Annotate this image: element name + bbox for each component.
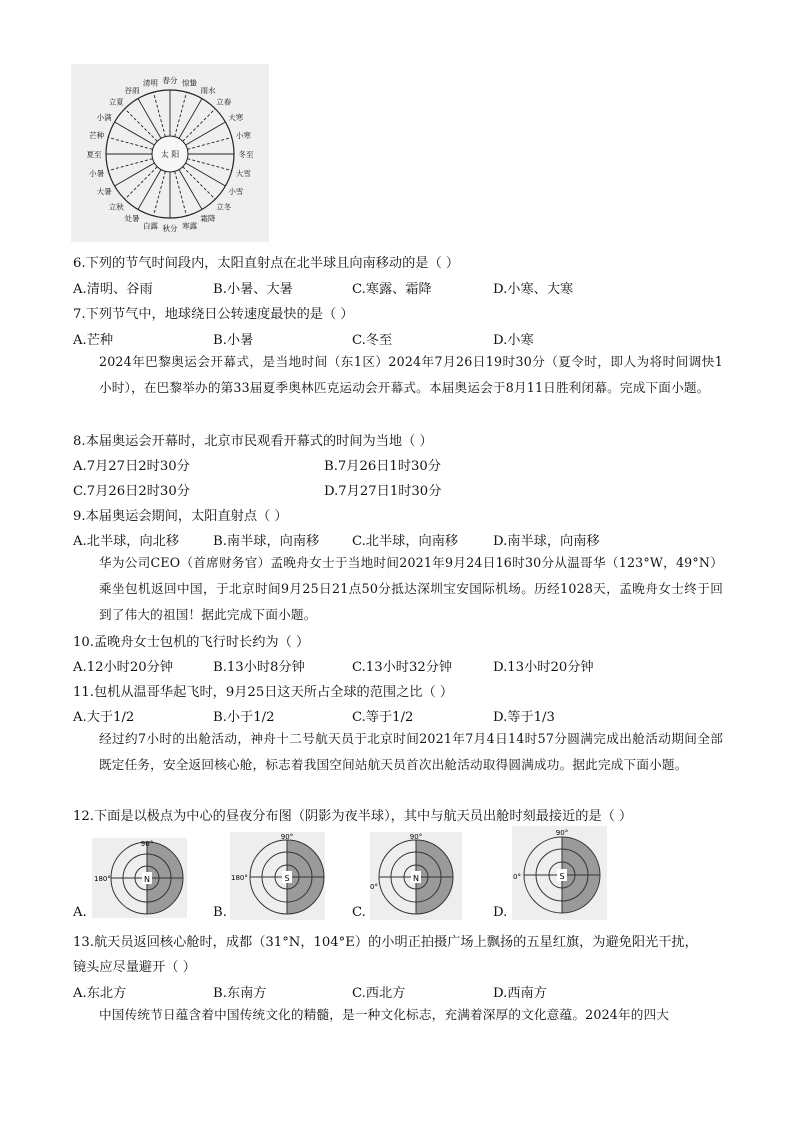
spoke-line xyxy=(153,92,165,136)
solar-term-label: 芒种 xyxy=(89,130,105,140)
q6-option-d[interactable]: D.小寒、大寒 xyxy=(493,282,574,297)
polar-day-night-diagram-a xyxy=(92,838,187,918)
spoke-line xyxy=(187,137,231,149)
side-meridian-label: 180° xyxy=(94,875,111,883)
solar-term-label: 寒露 xyxy=(182,221,198,231)
q12-diagram-d xyxy=(512,826,607,924)
solar-term-label: 白露 xyxy=(142,221,158,231)
question-12-stem: 12.下面是以极点为中心的昼夜分布图（阴影为夜半球），其中与航天员出舱时刻最接近的是（ ） xyxy=(73,809,633,824)
spoke-line xyxy=(186,163,226,186)
solar-term-label: 清明 xyxy=(142,78,158,88)
q8-option-d[interactable]: D.7月27日1时30分 xyxy=(324,484,442,499)
question-13-stem-line2: 镜头应尽量避开（ ） xyxy=(73,960,196,975)
top-meridian-label: 90° xyxy=(280,833,294,841)
solar-terms-wheel xyxy=(71,64,269,242)
q6-option-a[interactable]: A.清明、谷雨 xyxy=(73,282,153,297)
solar-term-label: 立春 xyxy=(216,97,232,107)
solar-term-label: 秋分 xyxy=(162,224,178,233)
q7-option-b[interactable]: B.小暑 xyxy=(213,333,254,348)
spoke-line xyxy=(125,109,158,142)
spoke-line xyxy=(138,99,161,139)
top-meridian-label: 90° xyxy=(409,833,423,841)
q9-option-c[interactable]: C.北半球，向南移 xyxy=(352,534,459,549)
solar-term-label: 冬至 xyxy=(238,150,254,159)
question-10-stem: 10.孟晚舟女士包机的飞行时长约为（ ） xyxy=(73,635,310,650)
solar-term-label: 小寒 xyxy=(235,130,251,140)
q11-option-a[interactable]: A.大于1/2 xyxy=(73,710,135,725)
q7-option-c[interactable]: C.冬至 xyxy=(352,333,393,348)
q10-option-b[interactable]: B.13小时8分钟 xyxy=(213,660,305,675)
spoke-line xyxy=(179,99,202,139)
passage-traditional-festivals xyxy=(73,1002,723,1028)
passage-2-text: 华为公司CEO（首席财务官）孟晚舟女士于当地时间2021年9月24日16时30分从温哥华（123°W，49°N）乘坐包机返回中国，于北京时间9月25日21点50分抵达深圳宝安国际机场。历经1028天，孟晚舟女士终于回到了伟大的祖国！据此完成下面小题。 xyxy=(99,555,723,622)
question-7-stem: 7.下列节气中，地球绕日公转速度最快的是（ ） xyxy=(73,307,354,322)
solar-term-label: 春分 xyxy=(162,76,178,85)
solar-term-label: 立秋 xyxy=(108,202,124,212)
solar-term-label: 雨水 xyxy=(200,85,216,95)
side-meridian-label: 0° xyxy=(370,883,378,891)
spoke-line xyxy=(175,92,187,136)
q11-option-d[interactable]: D.等于1/3 xyxy=(493,710,555,725)
spoke-line xyxy=(183,167,216,200)
q12-option-a[interactable]: A. xyxy=(73,905,87,920)
polar-day-night-diagram-c xyxy=(370,832,462,920)
polar-day-night-diagram-d xyxy=(512,826,607,920)
q12-option-c[interactable]: C. xyxy=(352,905,366,920)
q8-option-b[interactable]: B.7月26日1时30分 xyxy=(324,459,441,474)
side-meridian-label: 180° xyxy=(231,874,248,882)
solar-term-label: 立冬 xyxy=(216,202,232,212)
spoke-line xyxy=(115,163,155,186)
q6-option-b[interactable]: B.小暑、大暑 xyxy=(213,282,293,297)
q10-option-d[interactable]: D.13小时20分钟 xyxy=(493,660,594,675)
q12-option-d[interactable]: D. xyxy=(493,905,508,920)
q8-option-c[interactable]: C.7月26日2时30分 xyxy=(73,484,190,499)
spoke-line xyxy=(153,171,165,215)
spoke-line xyxy=(187,159,231,171)
q11-option-b[interactable]: B.小于1/2 xyxy=(213,710,275,725)
q8-option-a[interactable]: A.7月27日2时30分 xyxy=(73,459,190,474)
passage-4-text: 中国传统节日蕴含着中国传统文化的精髓，是一种文化标志，充满着深厚的文化意蕴。2024年的四大 xyxy=(99,1007,670,1022)
q13-option-d[interactable]: D.西南方 xyxy=(493,986,547,1001)
solar-term-label: 大雪 xyxy=(235,169,251,179)
sun-label: 太 阳 xyxy=(160,150,180,159)
q13-option-b[interactable]: B.东南方 xyxy=(213,986,267,1001)
spoke-line xyxy=(108,159,152,171)
q10-option-a[interactable]: A.12小时20分钟 xyxy=(73,660,174,675)
q9-option-a[interactable]: A.北半球，向北移 xyxy=(73,534,180,549)
spoke-line xyxy=(175,171,187,215)
q12-diagram-a xyxy=(92,838,187,922)
solar-term-label: 小暑 xyxy=(89,169,105,179)
question-13-stem-line1: 13.航天员返回核心舱时，成都（31°N，104°E）的小明正拍摄广场上飘扬的五星红旗，为避免阳光干扰， xyxy=(73,935,698,950)
question-8-stem: 8.本届奥运会开幕时，北京市民观看开幕式的时间为当地（ ） xyxy=(73,434,433,449)
solar-term-label: 霜降 xyxy=(200,214,216,224)
q10-option-c[interactable]: C.13小时32分钟 xyxy=(352,660,453,675)
q12-option-b[interactable]: B. xyxy=(213,905,227,920)
passage-1-text: 2024年巴黎奥运会开幕式，是当地时间（东1区）2024年7月26日19时30分（夏令时，即人为将时间调快1小时），在巴黎举办的第33届夏季奥林匹克运动会开幕式。本届奥运会于8月11日胜利闭幕。完成下面小题。 xyxy=(99,354,723,395)
pole-label: S xyxy=(284,874,290,883)
q12-diagram-b xyxy=(230,832,325,924)
q6-option-c[interactable]: C.寒露、霜降 xyxy=(352,282,432,297)
solar-term-label: 小雪 xyxy=(228,187,244,196)
question-9-stem: 9.本届奥运会期间，太阳直射点（ ） xyxy=(73,509,288,524)
solar-term-label: 立夏 xyxy=(108,97,124,107)
passage-meng-wanzhou xyxy=(73,550,723,628)
passage-shenzhou-12 xyxy=(73,726,723,778)
q9-option-d[interactable]: D.南半球，向南移 xyxy=(493,534,600,549)
spoke-line xyxy=(108,137,152,149)
solar-term-label: 惊蛰 xyxy=(182,78,198,88)
solar-term-label: 处暑 xyxy=(124,214,140,224)
solar-terms-figure xyxy=(71,64,269,242)
spoke-line xyxy=(115,122,155,145)
pole-label: N xyxy=(413,874,419,883)
polar-day-night-diagram-b xyxy=(230,832,325,920)
q9-option-b[interactable]: B.南半球，向南移 xyxy=(213,534,320,549)
spoke-line xyxy=(183,109,216,142)
spoke-line xyxy=(138,170,161,210)
solar-term-label: 小满 xyxy=(96,113,112,122)
top-meridian-label: 90° xyxy=(140,840,154,848)
solar-term-label: 夏至 xyxy=(86,150,102,159)
solar-term-label: 大暑 xyxy=(96,187,112,196)
passage-3-text: 经过约7小时的出舱活动，神舟十二号航天员于北京时间2021年7月4日14时57分圆满完成出舱活动期间全部既定任务，安全返回核心舱，标志着我国空间站航天员首次出舱活动取得圆满成功。据此完成下面小题。 xyxy=(99,731,723,772)
q7-option-d[interactable]: D.小寒 xyxy=(493,333,534,348)
pole-label: N xyxy=(144,875,150,884)
q12-diagram-c xyxy=(370,832,462,924)
spoke-line xyxy=(179,170,202,210)
q11-option-c[interactable]: C.等于1/2 xyxy=(352,710,414,725)
q13-option-c[interactable]: C.西北方 xyxy=(352,986,406,1001)
side-meridian-label: 0° xyxy=(513,873,521,881)
passage-paris-olympics xyxy=(73,349,723,401)
question-11-stem: 11.包机从温哥华起飞时，9月25日这天所占全球的范围之比（ ） xyxy=(73,685,454,700)
q7-option-a[interactable]: A.芒种 xyxy=(73,333,114,348)
spoke-line xyxy=(125,167,158,200)
top-meridian-label: 90° xyxy=(555,829,569,837)
pole-label: S xyxy=(559,872,565,881)
spoke-line xyxy=(186,122,226,145)
solar-term-label: 大寒 xyxy=(228,113,244,122)
solar-term-label: 谷雨 xyxy=(124,85,140,95)
q13-option-a[interactable]: A.东北方 xyxy=(73,986,127,1001)
question-6-stem: 6.下列的节气时间段内，太阳直射点在北半球且向南移动的是（ ） xyxy=(73,256,460,271)
